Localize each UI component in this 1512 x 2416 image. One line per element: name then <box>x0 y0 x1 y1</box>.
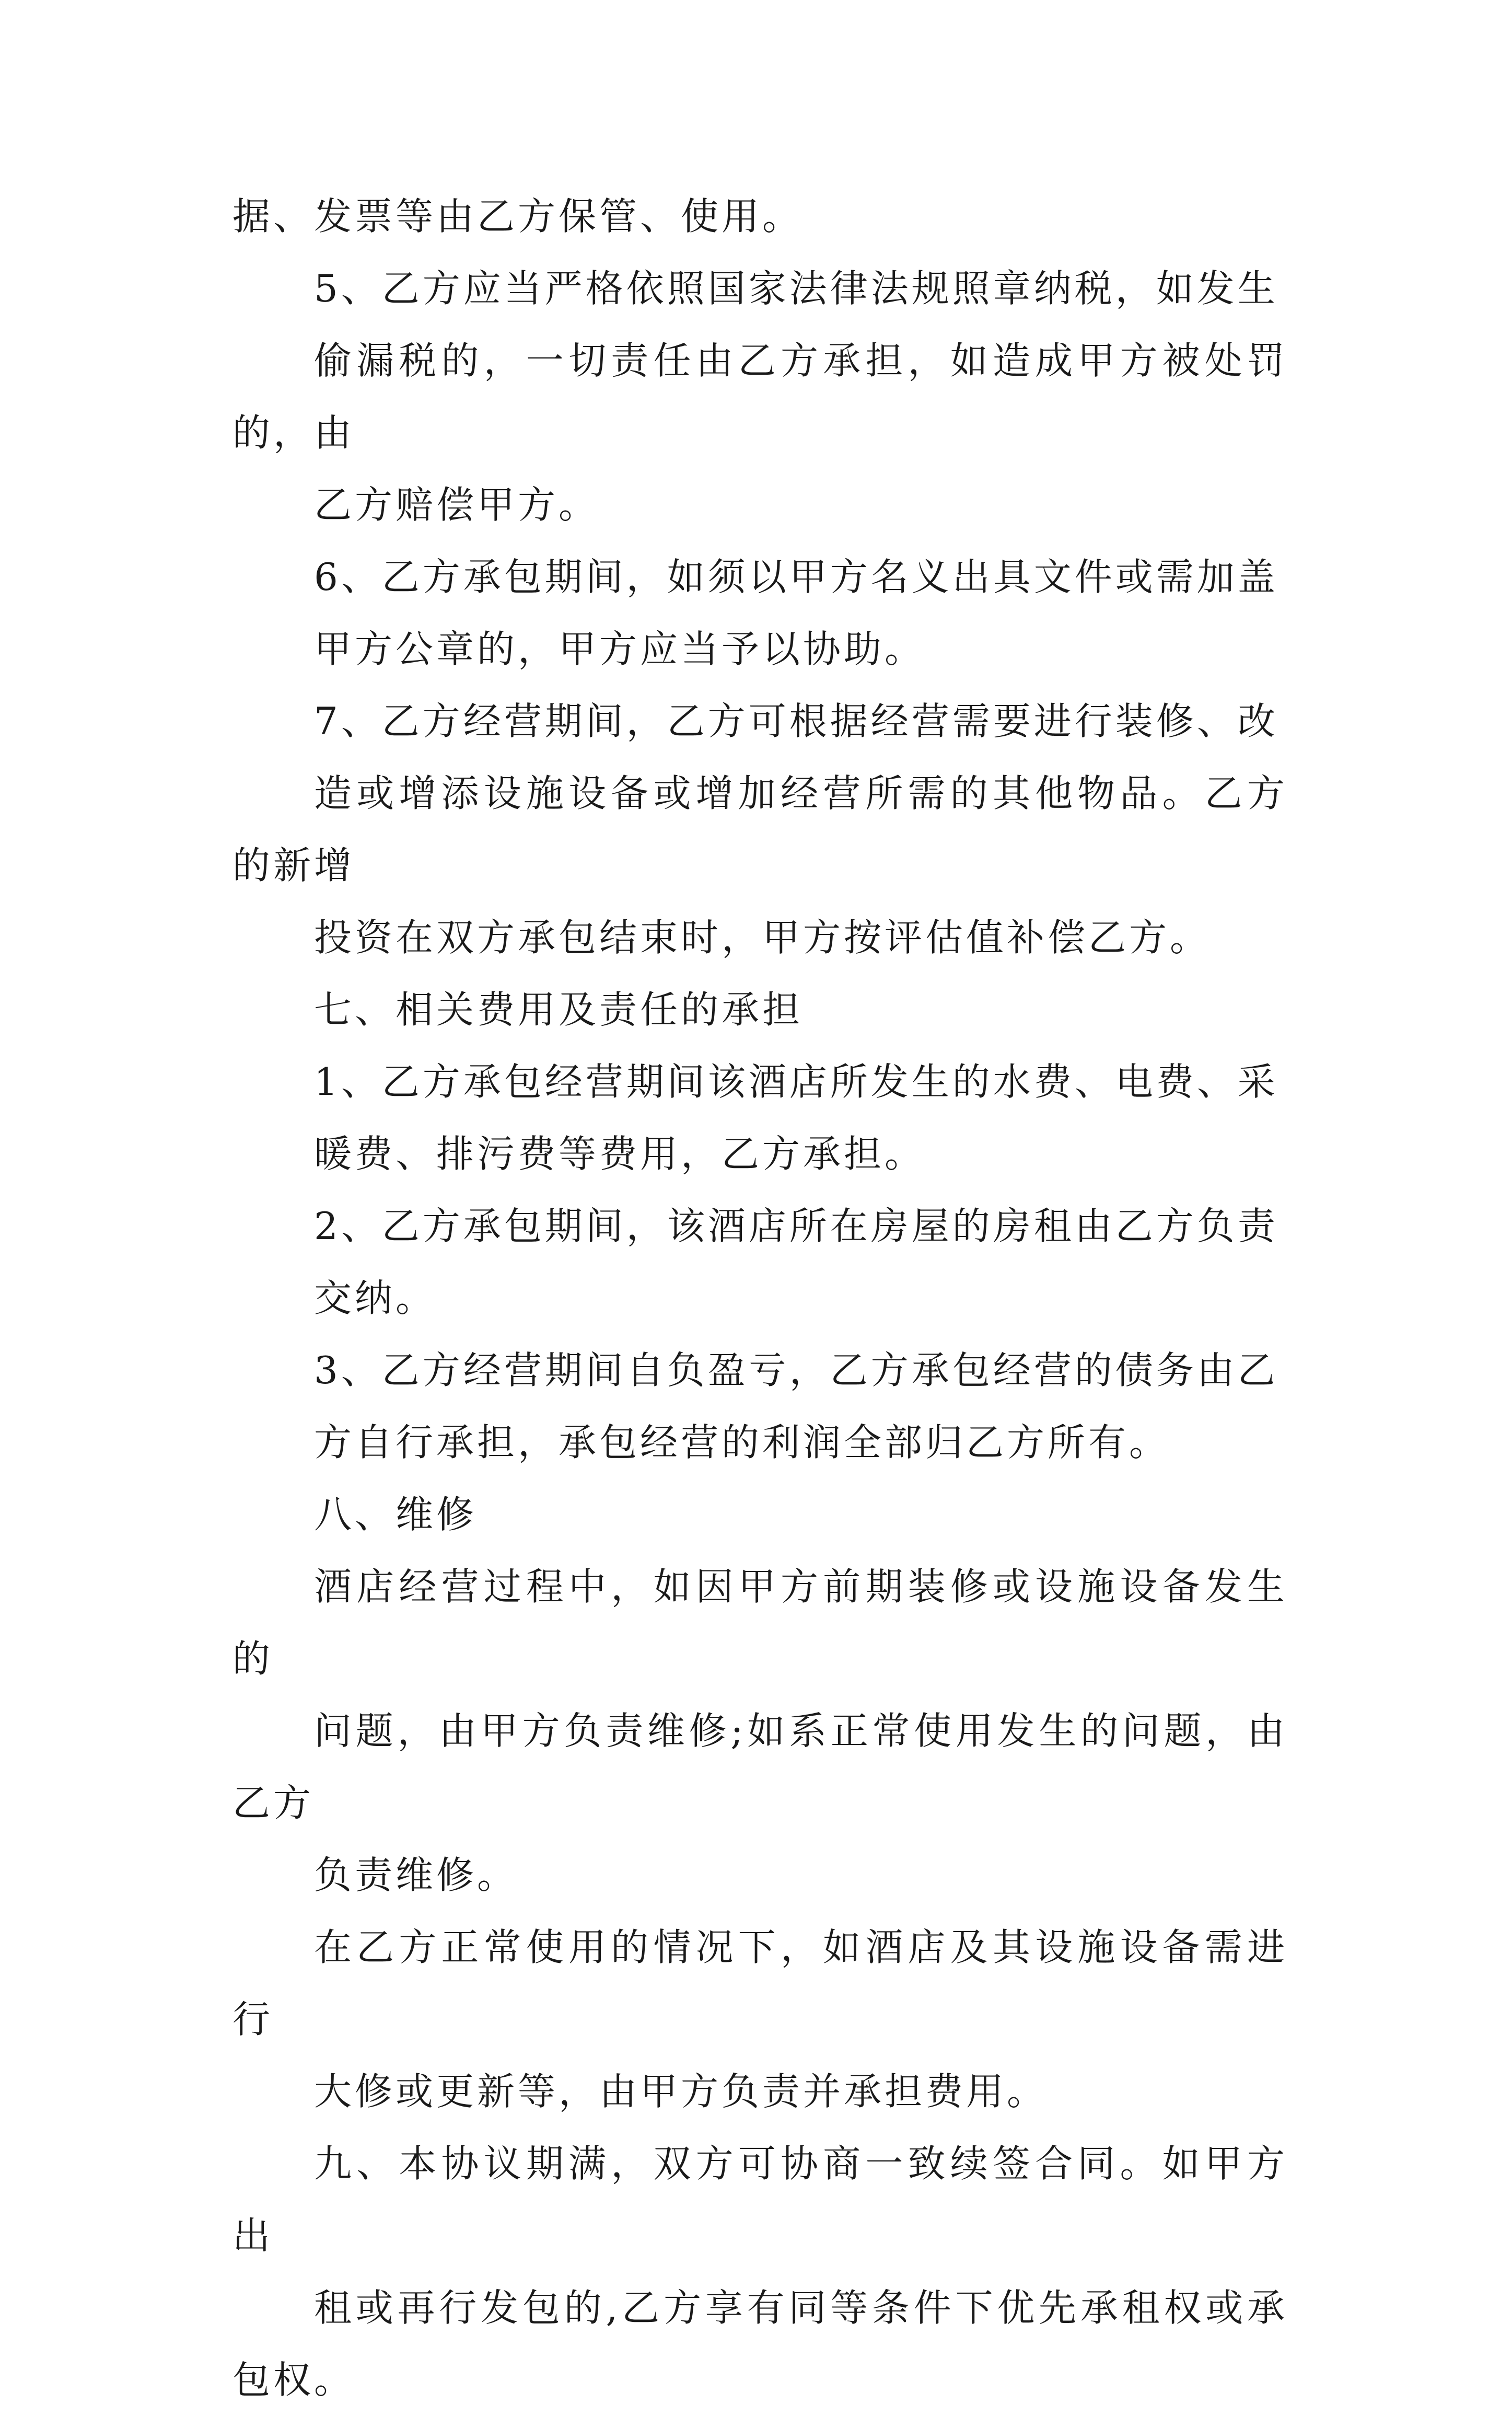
paragraph-line: 方自行承担，承包经营的利润全部归乙方所有。 <box>314 1420 1170 1464</box>
paragraph-clause-6-seal <box>232 541 1288 685</box>
paragraph-line: 2、乙方承包期间，该酒店所在房屋的房租由乙方负责 <box>314 1204 1278 1248</box>
paragraph-maintenance-responsibility <box>232 1551 1288 1911</box>
paragraph-major-repairs <box>232 1911 1288 2128</box>
paragraph-line: 7、乙方经营期间，乙方可根据经营需要进行装修、改 <box>314 699 1278 743</box>
document-body <box>232 180 1288 2416</box>
paragraph-line: 乙方赔偿甲方。 <box>314 483 600 527</box>
section-heading-9-renewal <box>232 2128 1288 2416</box>
section-heading-text: 八、维修 <box>314 1493 478 1536</box>
paragraph-line: 投资在双方承包结束时，甲方按评估值补偿乙方。 <box>314 916 1211 960</box>
section-heading-8-maintenance <box>232 1478 1288 1551</box>
paragraph-line: 在乙方正常使用的情况下，如酒店及其设施设备需进行 <box>232 1925 1288 2041</box>
paragraph-line: 九、本协议期满，双方可协商一致续签合同。如甲方出 <box>232 2142 1288 2258</box>
paragraph-clause-3-profit-loss <box>232 1334 1288 1478</box>
paragraph-receipts-invoices <box>232 180 1288 252</box>
paragraph-line: 大修或更新等，由甲方负责并承担费用。 <box>314 2070 1048 2113</box>
paragraph-line: 甲方公章的，甲方应当予以协助。 <box>314 627 926 671</box>
paragraph-line: 租或再行发包的,乙方享有同等条件下优先承租权或承包权。 <box>232 2286 1288 2402</box>
paragraph-line: 据、发票等由乙方保管、使用。 <box>232 194 804 238</box>
paragraph-line: 偷漏税的，一切责任由乙方承担，如造成甲方被处罚的，由 <box>232 339 1288 455</box>
paragraph-line: 问题，由甲方负责维修;如系正常使用发生的问题，由乙方 <box>232 1709 1288 1825</box>
paragraph-clause-1-utilities <box>232 1046 1288 1190</box>
paragraph-line: 造或增添设施设备或增加经营所需的其他物品。乙方的新增 <box>232 771 1288 887</box>
section-heading-7-costs <box>232 974 1288 1046</box>
paragraph-clause-5-tax <box>232 252 1288 541</box>
paragraph-line: 6、乙方承包期间，如须以甲方名义出具文件或需加盖 <box>314 555 1278 599</box>
paragraph-line: 交纳。 <box>314 1276 437 1320</box>
paragraph-line: 负责维修。 <box>314 1853 518 1897</box>
paragraph-line: 暖费、排污费等费用，乙方承担。 <box>314 1132 926 1176</box>
paragraph-line: 酒店经营过程中，如因甲方前期装修或设施设备发生的 <box>232 1565 1288 1681</box>
paragraph-line: 5、乙方应当严格依照国家法律法规照章纳税，如发生 <box>314 267 1278 310</box>
paragraph-clause-7-renovation <box>232 685 1288 974</box>
section-heading-text: 七、相关费用及责任的承担 <box>314 988 804 1032</box>
paragraph-clause-2-rent <box>232 1190 1288 1334</box>
paragraph-line: 3、乙方经营期间自负盈亏，乙方承包经营的债务由乙 <box>314 1348 1278 1392</box>
paragraph-line: 1、乙方承包经营期间该酒店所发生的水费、电费、采 <box>314 1060 1278 1104</box>
